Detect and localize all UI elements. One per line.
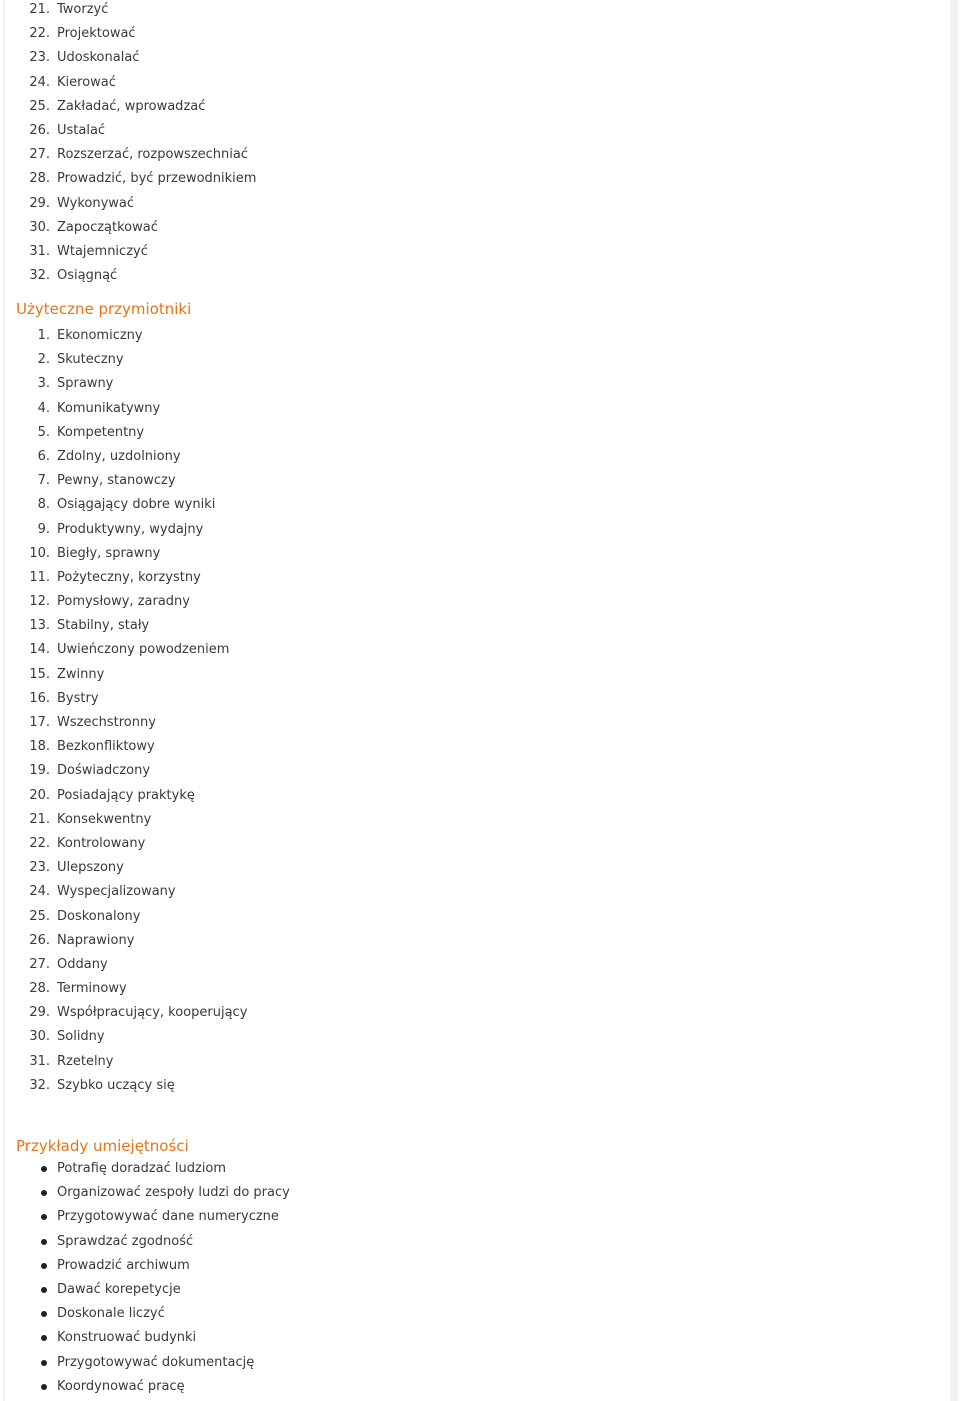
bullet-item-text: Organizować zespoły ludzi do pracy	[57, 1185, 290, 1201]
list-item	[16, 95, 206, 119]
list-item-text: Ekonomiczny	[57, 328, 143, 343]
adjectives-heading: Użyteczne przymiotniki	[16, 300, 192, 318]
list-item-number: 22.	[29, 835, 50, 851]
bullet-item-text: Sprawdzać zgodność	[57, 1233, 194, 1249]
list-item-number: 5.	[37, 424, 50, 440]
list-item-number: 32.	[29, 1077, 50, 1093]
list-item-number: 30.	[29, 1029, 50, 1045]
list-item	[16, 372, 114, 396]
list-item	[16, 71, 116, 95]
list-item	[16, 759, 151, 783]
list-item-text: Pewny, stanowczy	[57, 473, 176, 489]
list-item-number: 28.	[29, 981, 50, 997]
list-item-number: 13.	[29, 618, 50, 634]
list-item	[16, 1074, 175, 1098]
page-right-edge	[950, 0, 958, 1401]
list-item-number: 8.	[37, 497, 50, 513]
list-item-number: 22.	[29, 26, 50, 42]
list-item-text: Oddany	[57, 956, 108, 972]
list-item	[16, 22, 136, 46]
list-item-text: Pożyteczny, korzystny	[57, 569, 201, 585]
list-item-text: Stabilny, stały	[57, 618, 150, 634]
list-item-number: 23.	[29, 860, 50, 876]
list-item	[16, 1001, 248, 1025]
list-item-number: 18.	[29, 739, 50, 755]
list-item	[16, 143, 248, 167]
list-item	[16, 46, 140, 70]
list-item	[16, 0, 109, 22]
list-item-number: 15.	[29, 666, 50, 682]
list-item-number: 21.	[29, 811, 50, 827]
list-item-number: 27.	[29, 147, 50, 163]
list-item-number: 11.	[29, 569, 50, 585]
list-item-number: 2.	[37, 352, 50, 368]
list-item	[16, 808, 152, 832]
list-item	[16, 590, 190, 614]
list-item	[16, 735, 155, 759]
list-item-number: 25.	[29, 98, 50, 114]
list-item-number: 17.	[29, 715, 50, 730]
list-item-text: Sprawny	[57, 376, 114, 392]
list-item-number: 24.	[29, 74, 50, 90]
list-item-number: 32.	[29, 268, 50, 284]
list-item	[16, 1050, 114, 1074]
list-item-text: Bezkonfliktowy	[57, 739, 155, 755]
list-item	[16, 518, 204, 542]
list-item	[16, 929, 135, 953]
list-item-text: Rozszerzać, rozpowszechniać	[57, 147, 248, 163]
list-item-text: Posiadający praktykę	[57, 787, 195, 803]
list-item-number: 21.	[29, 2, 50, 17]
list-item	[16, 953, 108, 977]
list-item-number: 31.	[29, 243, 50, 259]
list-item-number: 12.	[29, 594, 50, 610]
list-item-number: 24.	[29, 884, 50, 900]
list-item-text: Udoskonalać	[57, 50, 140, 66]
list-item-number: 30.	[29, 219, 50, 235]
list-item-text: Wszechstronny	[57, 715, 156, 730]
list-item	[16, 711, 156, 735]
list-item	[16, 614, 150, 638]
list-item-number: 19.	[29, 763, 50, 779]
list-item-number: 14.	[29, 642, 50, 658]
list-item-number: 9.	[37, 521, 50, 537]
list-item-number: 26.	[29, 932, 50, 948]
bullet-dot-icon	[41, 1384, 47, 1390]
list-item	[16, 192, 135, 216]
list-item-text: Bystry	[57, 690, 99, 706]
list-item	[16, 832, 146, 856]
list-item-number: 7.	[37, 473, 50, 489]
list-item	[16, 566, 201, 590]
bullet-dot-icon	[41, 1214, 47, 1220]
bullet-dot-icon	[41, 1311, 47, 1317]
list-item-text: Komunikatywny	[57, 400, 161, 416]
list-item	[16, 240, 148, 264]
list-item-text: Wyspecjalizowany	[57, 884, 176, 900]
list-item-text: Solidny	[57, 1029, 105, 1045]
list-item	[16, 977, 127, 1001]
bullet-dot-icon	[41, 1263, 47, 1269]
list-item	[16, 445, 181, 469]
adjectives-list	[16, 324, 248, 1098]
list-item-text: Doświadczony	[57, 763, 151, 779]
list-item	[16, 542, 161, 566]
list-item-text: Osiągający dobre wyniki	[57, 497, 216, 513]
list-item-number: 20.	[29, 787, 50, 803]
bullet-item-text: Dawać korepetycje	[57, 1281, 181, 1297]
list-item-text: Ustalać	[57, 122, 106, 138]
bullet-item-text: Przygotowywać dane numeryczne	[57, 1209, 279, 1225]
list-item	[16, 663, 105, 687]
list-item-text: Wykonywać	[57, 195, 135, 211]
list-item-text: Skuteczny	[57, 352, 124, 368]
list-item-text: Zdolny, uzdolniony	[57, 448, 181, 464]
list-item	[16, 397, 161, 421]
list-item-number: 29.	[29, 1005, 50, 1021]
bullet-dot-icon	[41, 1190, 47, 1196]
list-item-number: 1.	[37, 328, 50, 343]
list-item	[16, 167, 257, 191]
list-item-number: 31.	[29, 1053, 50, 1069]
list-item-text: Tworzyć	[57, 2, 109, 17]
list-item-number: 28.	[29, 171, 50, 187]
list-item-text: Kontrolowany	[57, 835, 146, 851]
bullet-item-text: Koordynować pracę	[57, 1378, 185, 1394]
bullet-dot-icon	[41, 1287, 47, 1293]
list-item-text: Kierować	[57, 74, 116, 90]
list-item-number: 16.	[29, 690, 50, 706]
list-item-number: 4.	[37, 400, 50, 416]
list-item-text: Wtajemniczyć	[57, 243, 148, 259]
list-item	[16, 119, 106, 143]
list-item-text: Zwinny	[57, 666, 105, 682]
list-item-text: Projektować	[57, 26, 136, 42]
list-item	[16, 216, 158, 240]
bullet-dot-icon	[41, 1239, 47, 1245]
list-item-number: 25.	[29, 908, 50, 924]
list-item-number: 6.	[37, 448, 50, 464]
bullet-item-text: Konstruować budynki	[57, 1330, 197, 1346]
list-item	[16, 469, 176, 493]
list-item-text: Szybko uczący się	[57, 1077, 175, 1093]
list-item-text: Biegły, sprawny	[57, 545, 161, 561]
bullet-dot-icon	[41, 1335, 47, 1341]
list-item-text: Uwieńczony powodzeniem	[57, 642, 230, 658]
list-item	[16, 856, 124, 880]
list-item	[16, 324, 143, 348]
list-item	[16, 687, 99, 711]
list-item-text: Zakładać, wprowadzać	[57, 98, 206, 114]
list-item	[16, 638, 230, 662]
bullet-item-text: Potrafię doradzać ludziom	[57, 1161, 227, 1176]
bullet-dot-icon	[41, 1360, 47, 1366]
list-item-number: 10.	[29, 545, 50, 561]
list-item-text: Ulepszony	[57, 860, 124, 876]
list-item-number: 23.	[29, 50, 50, 66]
list-item-text: Naprawiony	[57, 932, 135, 948]
list-item-text: Kompetentny	[57, 424, 145, 440]
bullet-item-text: Prowadzić archiwum	[57, 1257, 190, 1273]
list-item	[16, 784, 195, 808]
list-item-text: Rzetelny	[57, 1053, 114, 1069]
list-item-number: 3.	[37, 376, 50, 392]
list-item-text: Zapoczątkować	[57, 219, 158, 235]
page-left-edge	[3, 0, 5, 1401]
list-item	[16, 1025, 105, 1049]
list-item-number: 29.	[29, 195, 50, 211]
list-item-text: Doskonalony	[57, 908, 141, 924]
list-item-text: Prowadzić, być przewodnikiem	[57, 171, 257, 187]
list-item-text: Terminowy	[57, 981, 127, 997]
list-item-text: Osiągnąć	[57, 268, 118, 284]
bullet-item-text: Przygotowywać dokumentację	[57, 1354, 255, 1370]
list-item-number: 26.	[29, 122, 50, 138]
list-item	[16, 421, 145, 445]
list-item	[16, 905, 141, 929]
list-item-text: Pomysłowy, zaradny	[57, 594, 190, 610]
list-item	[16, 348, 124, 372]
skills-heading: Przykłady umiejętności	[16, 1137, 189, 1155]
list-item-text: Konsekwentny	[57, 811, 152, 827]
list-item	[16, 264, 118, 288]
list-item-text: Współpracujący, kooperujący	[57, 1005, 248, 1021]
list-item	[16, 493, 216, 517]
bullet-item-text: Doskonale liczyć	[57, 1306, 165, 1322]
list-item-text: Produktywny, wydajny	[57, 521, 204, 537]
verbs-list-continued	[16, 0, 257, 288]
list-item	[16, 880, 176, 904]
bullet-dot-icon	[41, 1166, 47, 1172]
list-item-number: 27.	[29, 956, 50, 972]
